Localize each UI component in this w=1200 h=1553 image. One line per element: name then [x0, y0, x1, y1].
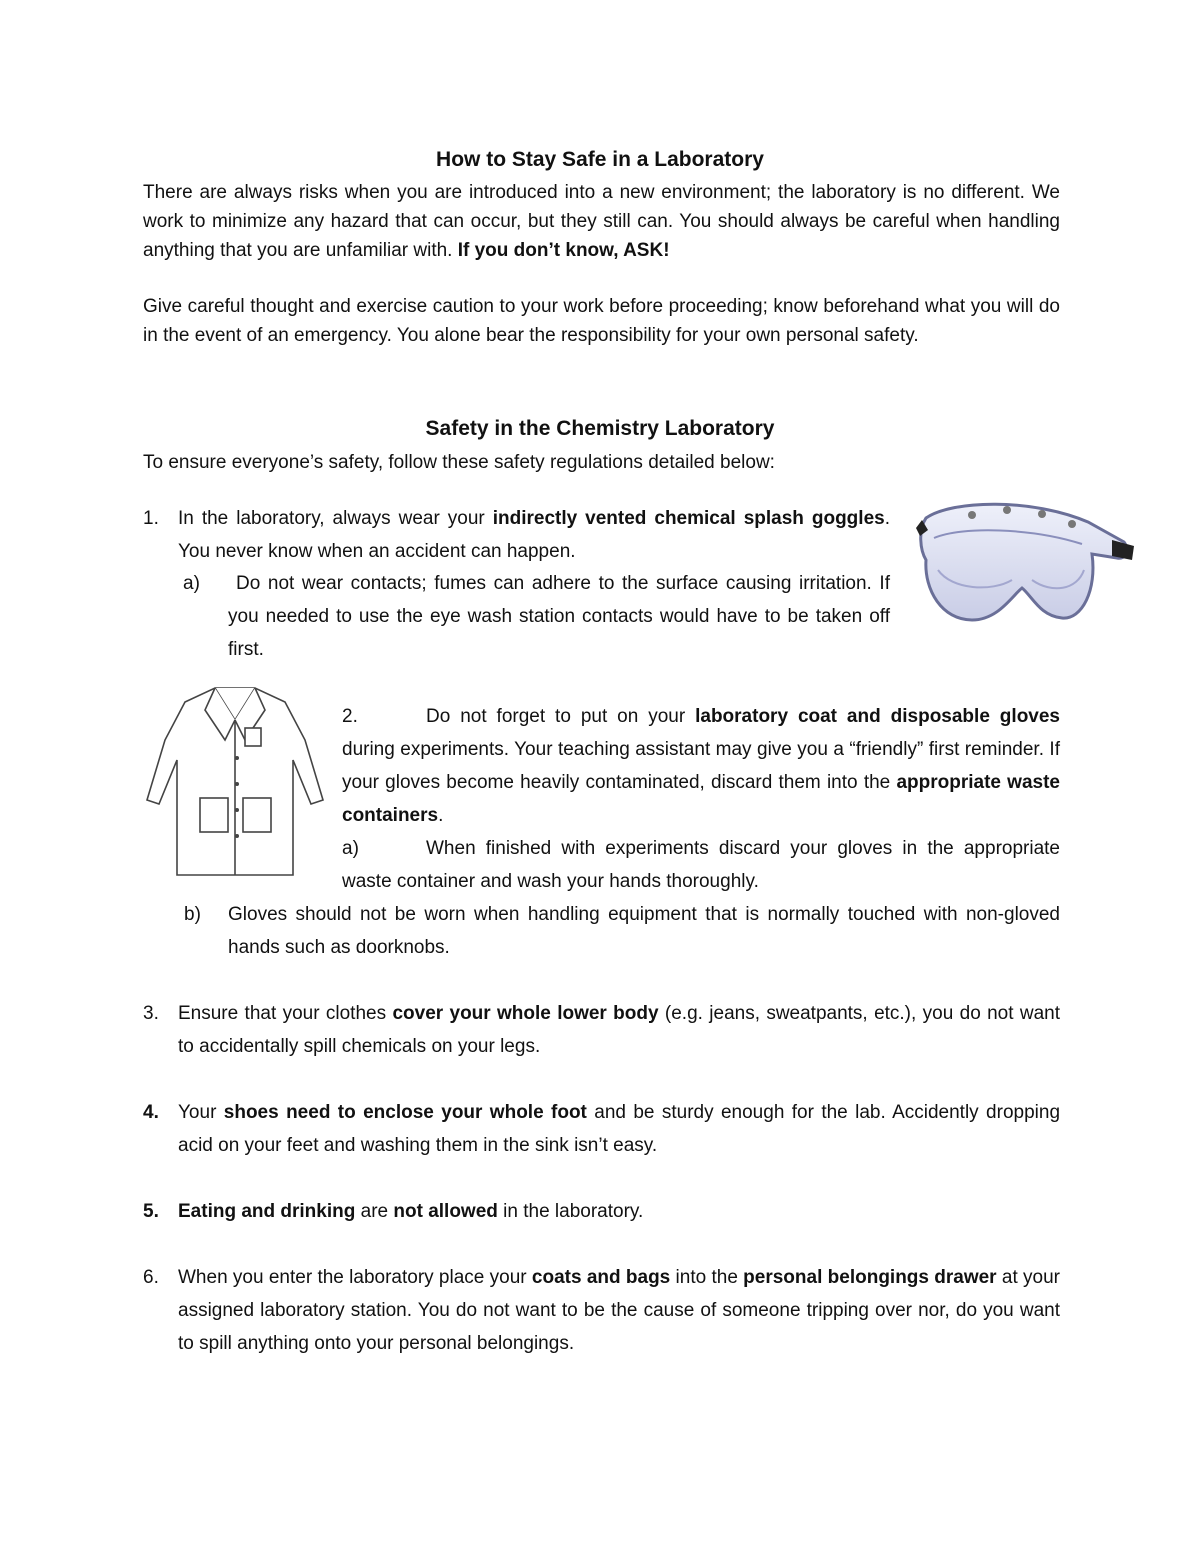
- item-1-number: 1.: [143, 508, 159, 529]
- item-2b-text: Gloves should not be worn when handling equipment that is normally touched with non-gloved hands such as doorknobs.: [228, 904, 1060, 958]
- item-3-number: 3.: [143, 1003, 159, 1024]
- item-2a-text: When finished with experiments discard your gloves in the appropriate waste container and wash your hands thoroughly.: [342, 838, 1060, 892]
- item-1a-text: Do not wear contacts; fumes can adhere to the surface causing irritation. If you needed to use the eye wash station contacts would have to be taken off first.: [228, 573, 890, 660]
- item-3-text: Ensure that your clothes cover your whole lower body (e.g. jeans, sweatpants, etc.), you do not want to accidentally spill chemicals on your legs.: [178, 1003, 1060, 1057]
- item-4-number: 4.: [143, 1102, 159, 1123]
- item-2a-label: a): [342, 838, 359, 859]
- item-2b-label: b): [184, 904, 201, 925]
- safety-goggles-image: [912, 470, 1137, 655]
- item-5-number: 5.: [143, 1201, 159, 1222]
- page-title: How to Stay Safe in a Laboratory: [436, 148, 764, 171]
- lab-coat-image: [145, 680, 325, 885]
- intro-paragraph-2: Give careful thought and exercise caution to your work before proceeding; know beforehand what you will do in the event of an emergency. You alone bear the responsibility for your own personal safety.: [143, 296, 1060, 346]
- item-4-text: Your shoes need to enclose your whole foot and be sturdy enough for the lab. Accidently dropping acid on your feet and washing them in the sink isn’t easy.: [178, 1102, 1061, 1156]
- section-lead: To ensure everyone’s safety, follow these safety regulations detailed below:: [143, 452, 775, 473]
- section-title: Safety in the Chemistry Laboratory: [425, 417, 775, 440]
- item-2-text: Do not forget to put on your laboratory coat and disposable gloves during experiments. Your teaching assistant may give you a “friendly” first reminder. If your gloves become heavily contaminated, discard them into the appropriate waste containers.: [342, 706, 1060, 826]
- intro-paragraph-1: There are always risks when you are introduced into a new environment; the laboratory is no different. We work to minimize any hazard that can occur, but they still can. You should always be careful when handling anything that you are unfamiliar with. If you don’t know, ASK!: [143, 182, 1060, 261]
- item-2-number: 2.: [342, 706, 358, 727]
- item-6-text: When you enter the laboratory place your coats and bags into the personal belongings drawer at your assigned laboratory station. You do not want to be the cause of someone tripping over nor, do you want to spill anything onto your personal belongings.: [178, 1267, 1060, 1354]
- item-1a-label: a): [183, 573, 200, 594]
- ask-emphasis: If you don’t know, ASK!: [457, 240, 670, 261]
- item-5-text: Eating and drinking are not allowed in the laboratory.: [178, 1201, 644, 1222]
- item-6-number: 6.: [143, 1267, 159, 1288]
- item-1-text: In the laboratory, always wear your indirectly vented chemical splash goggles. You never know when an accident can happen.: [178, 508, 890, 562]
